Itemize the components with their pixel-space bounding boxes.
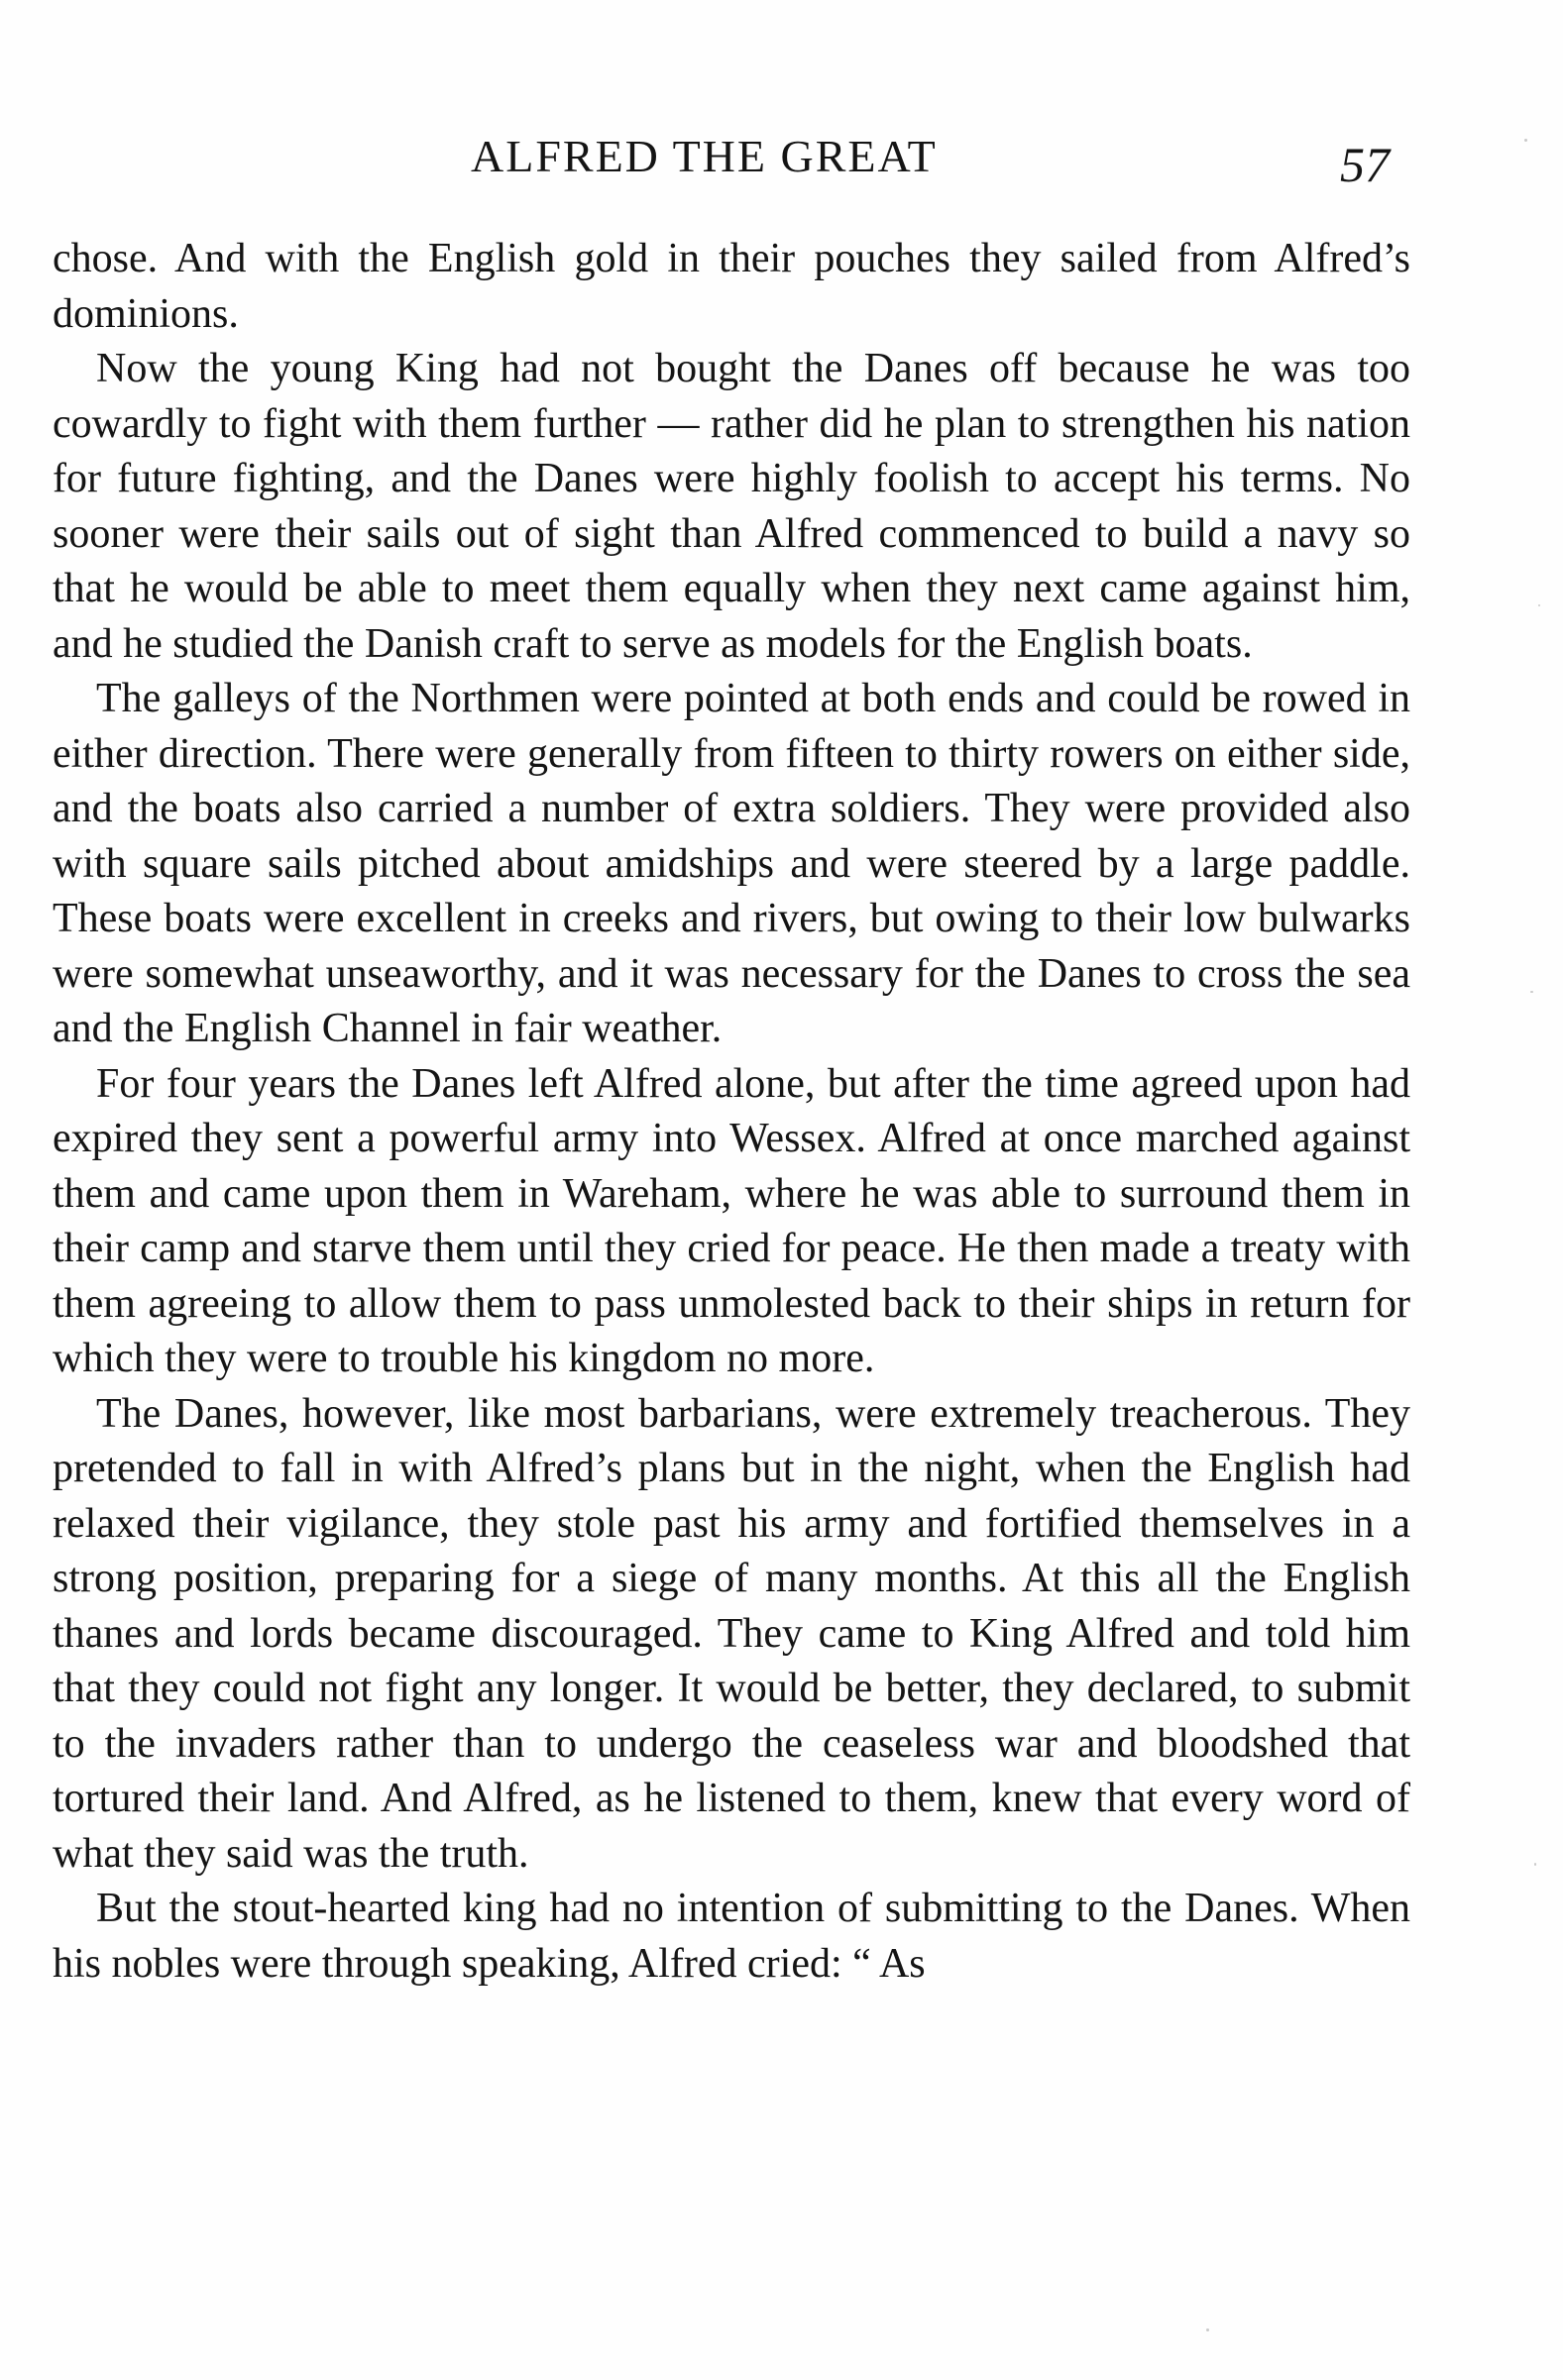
running-title: ALFRED THE GREAT bbox=[471, 131, 938, 181]
paragraph: chose. And with the English gold in their pouches they sailed from Alfred’s dominions. bbox=[53, 236, 1410, 337]
scan-speck bbox=[1206, 2328, 1209, 2331]
scan-speck bbox=[1538, 604, 1540, 606]
scan-speck bbox=[1524, 139, 1527, 142]
page-number: 57 bbox=[1340, 137, 1390, 192]
paragraph: But the stout-hearted king had no intention of submitting to the Danes. When his nobles were through speaking, Alfred cried: “ As bbox=[53, 1886, 1410, 1987]
paragraph: The galleys of the Northmen were pointed at both ends and could be rowed in either direction. There were generally from fifteen to thirty rowers on either side, and the boats also carried a number of extra soldiers. They were provided also with square sails pitched about amidships and were steered by a large paddle. These boats were excellent in creeks and rivers, but owing to their low bulwarks were somewhat unseaworthy, and it was necessary for the Danes to cross the sea and the English Channel in fair weather. bbox=[53, 676, 1410, 1051]
scan-speck bbox=[1534, 1863, 1536, 1866]
running-head bbox=[0, 127, 1563, 192]
scan-speck bbox=[1530, 991, 1533, 993]
paragraph: Now the young King had not bought the Danes off because he was too cowardly to fight with them further — rather did he plan to strengthen his nation for future fighting, and the Danes were highly foolish to accept his terms. No sooner were their sails out of sight than Alfred commenced to build a navy so that he would be able to meet them equally when they next came against him, and he studied the Danish craft to serve as models for the English boats. bbox=[53, 346, 1410, 667]
paragraph: The Danes, however, like most barbarians, were extremely treacherous. They pretended to fall in with Alfred’s plans but in the night, when the English had relaxed their vigilance, they stole past his army and fortified themselves in a strong position, preparing for a siege of many months. At this all the English thanes and lords became discouraged. They came to King Alfred and told him that they could not fight any longer. It would be better, they declared, to submit to the invaders rather than to undergo the ceaseless war and bloodshed that tortured their land. And Alfred, as he listened to them, knew that every word of what they said was the truth. bbox=[53, 1390, 1410, 1877]
body-text bbox=[53, 232, 1410, 1992]
paragraph: For four years the Danes left Alfred alone, but after the time agreed upon had expired they sent a powerful army into Wessex. Alfred at once marched against them and came upon them in Wareham, where he was able to surround them in their camp and starve them until they cried for peace. He then made a treaty with them agreeing to allow them to pass unmolested back to their ships in return for which they were to trouble his kingdom no more. bbox=[53, 1060, 1410, 1381]
